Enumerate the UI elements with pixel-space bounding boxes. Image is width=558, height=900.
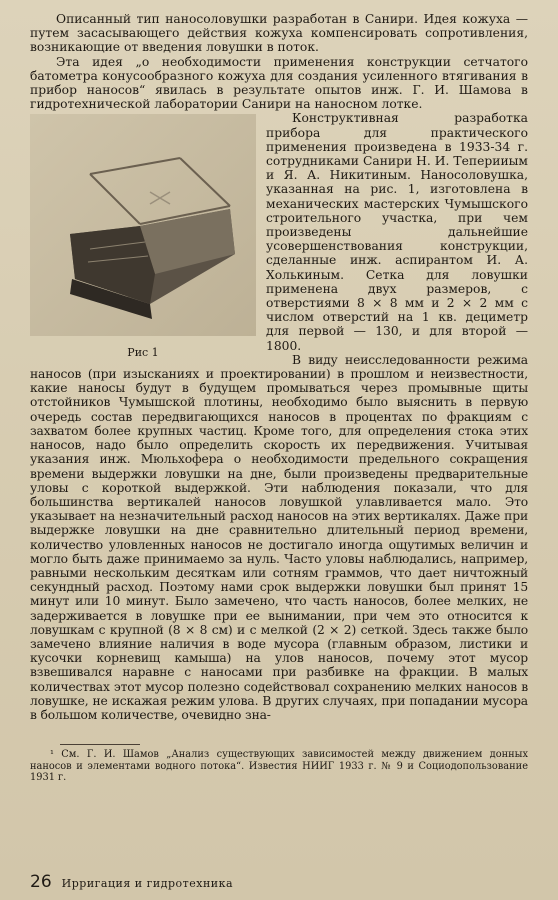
page-footer [30,872,233,892]
journal-title: Ирригация и гидротехника [61,877,234,890]
paragraph-1: Описанный тип наносоловушки разработан в Санири. Идея кожуха — путем засасывающего действия кожуха компенсировать сопротивления, возникающие от введения ловушки в поток. [30,12,528,55]
paragraph-4: В виду неисследованности режима наносов (при изысканиях и проектировании) в прошлом и неизвестности, какие наносы будут в будущем промываться через промывные щиты отстойников Чумышской плотины, необходимо было выяснить в первую очередь состав передвигающихся наносов в процентах по фракциям с захватом более крупных частиц. Кроме того, для определения стока этих наносов, надо было определить скорость их передвижения. Учитывая указания инж. Мюльхофера о необходимости предельного сокращения времени выдержки ловушки на дне, были произведены предварительные уловы с короткой выдержкой. Эти наблюдения показали, что для большинства вертикалей наносов ловушкой улавливается мало. Это указывает на незначительный расход наносов на этих вертикалях. Даже при выдержке ловушки на дне сравнительно длительный период времени, количество уловленных наносов не достигало иногда ощутимых величин и могло быть даже принимаемо за нуль. Часто уловы наблюдались, например, равными нескольким десяткам или сотням граммов, что дает ничтожный секундный расход. Поэтому нами срок выдержки ловушки был принят 15 минут или 10 минут. Было замечено, что часть наносов, более мелких, не задерживается в ловушке при ее вынимании, при чем это относится к ловушкам с крупной (8 × 8 см) и с мелкой (2 × 2) сеткой. Здесь также было замечено влияние наличия в воде мусора (главным образом, листики и кусочки корневищ камыша) на улов наносов, почему этот мусор взвешивался наравне с наносами при разбивке на фракции. В малых количествах этот мусор полезно содействовал сохранению мелких наносов в ловушке, не искажая режим улова. В других случаях, при попадании мусора в большом количестве, очевидно зна- [30,352,528,722]
figure-caption: Рис 1 [127,346,159,360]
page-number: 26 [30,872,52,892]
footnote: ¹ См. Г. И. Шамов „Анализ существующих зависимостей между движением донных наносов и элементами водного потока“. Известия НИИГ 1933 г. № 9 и Социодопользование 1931 г. [30,749,528,784]
footnote-divider [60,744,140,745]
sediment-trap-photo [30,114,256,336]
figure-1 [30,114,256,364]
paragraph-2: Эта идея „о необходимости применения конструкции сетчатого батометра конусообразного кожуха для создания усиленного втягивания в прибор наносов“ явилась в результате опытов инж. Г. И. Шамова в гидротехнической лаборатории Санири на наносном лотке. [30,54,528,112]
paragraph-3: Конструктивная разработка прибора для практического применения произведена в 1933-34 г. сотрудниками Санири Н. И. Теперииым и Я. А. Никитиным. Наносоловушка, указанная на рис. 1, изготовлена в механических мастерских Чумышского строительного участка, при чем произведены дальнейшие усовершенствования конструкции, сделанные инж. аспирантом И. А. Холькиным. Сетка для ловушки применена двух размеров, с отверстиями 8 × 8 мм и 2 × 2 мм с числом отверстий на 1 кв. дециметр для первой — 130, и для второй — 1800. [266,111,528,353]
